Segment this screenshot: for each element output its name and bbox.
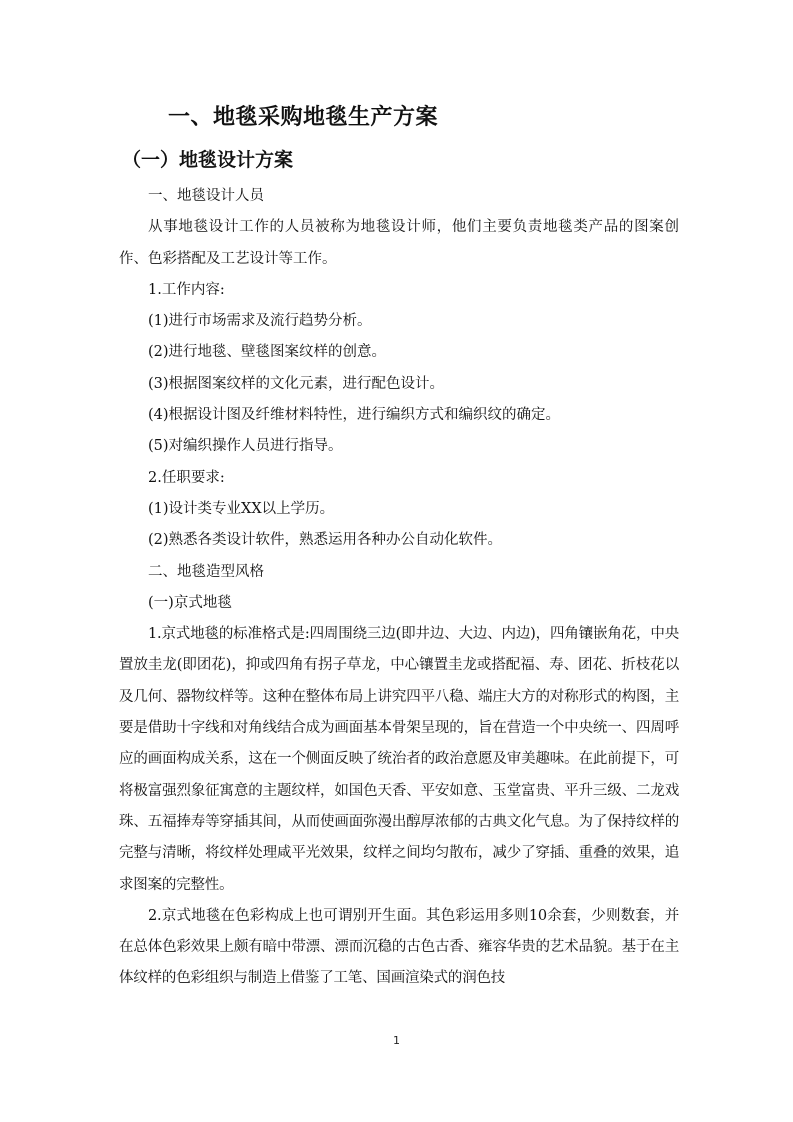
paragraph-subheading: 一、地毯设计人员 bbox=[148, 188, 264, 204]
list-item: (2)熟悉各类设计软件，熟悉运用各种办公自动化软件。 bbox=[148, 532, 503, 549]
list-item: (5)对编织操作人员进行指导。 bbox=[148, 438, 343, 455]
paragraph-subheading: 二、地毯造型风格 bbox=[148, 563, 264, 580]
list-item: (1)设计类专业XX以上学历。 bbox=[148, 500, 335, 517]
list-heading: 1.工作内容: bbox=[148, 281, 225, 298]
body-text bbox=[119, 181, 679, 995]
page-number: 1 bbox=[393, 1034, 400, 1047]
paragraph: 1.京式地毯的标准格式是:四周围绕三边(即井边、大边、内边)，四角镶嵌角花，中央置放圭龙(即团花)，抑或四角有拐子草龙，中心镶置圭龙或搭配福、寿、团花、折枝花以及几何、器物纹样等。这种在整体布局上讲究四平八稳、端庄大方的对称形式的构图，主要是借助十字线和对角线结合成为画面基本骨架呈现的，旨在营造一个中央统一、四周呼应的画面构成关系，这在一个侧面反映了统治者的政治意愿及审美趣味。在此前提下，可将极富强烈象征寓意的主题纹样，如国色天香、平安如意、玉堂富贵、平升三级、二龙戏珠、五福捧寿等穿插其间，从而使画面弥漫出醇厚浓郁的古典文化气息。为了保持纹样的完整与清晰，将纹样处理咸平光效果，纹样之间均匀散布，减少了穿插、重叠的效果，追求图案的完整性。 bbox=[119, 626, 679, 893]
list-heading: 2.任职要求: bbox=[148, 469, 225, 486]
paragraph-subheading: (一)京式地毯 bbox=[148, 594, 232, 611]
paragraph: 2.京式地毯在色彩构成上也可谓别开生面。其色彩运用多则10余套，少则数套，并在总体色彩效果上颇有暗中带漂、漂而沉稳的古色古香、雍容华贵的艺术品貌。基于在主体纹样的色彩组织与制造上借鉴了工笔、国画渲染式的润色技 bbox=[119, 907, 679, 987]
list-item: (3)根据图案纹样的文化元素，进行配色设计。 bbox=[148, 375, 445, 392]
document-title: 一、地毯采购地毯生产方案 bbox=[168, 105, 439, 130]
list-item: (1)进行市场需求及流行趋势分析。 bbox=[148, 313, 372, 330]
section-heading: （一）地毯设计方案 bbox=[122, 149, 294, 171]
list-item: (4)根据设计图及纤维材料特性，进行编织方式和编织纹的确定。 bbox=[148, 407, 561, 424]
list-item: (2)进行地毯、壁毯图案纹样的创意。 bbox=[148, 344, 387, 361]
paragraph: 从事地毯设计工作的人员被称为地毯设计师，他们主要负责地毯类产品的图案创作、色彩搭配及工艺设计等工作。 bbox=[119, 219, 679, 267]
